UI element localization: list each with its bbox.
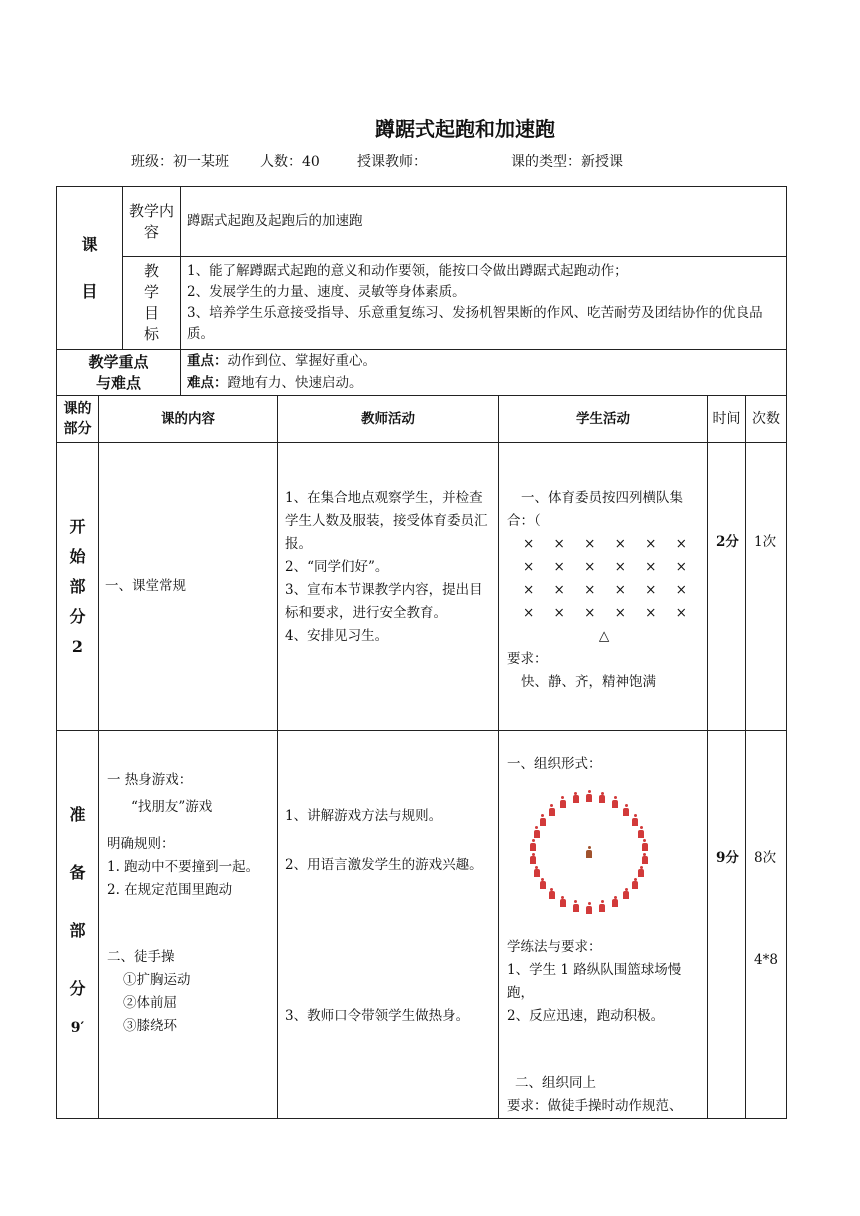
circle-formation xyxy=(527,790,651,914)
formation-mark: × xyxy=(523,536,535,552)
student-figure-icon xyxy=(612,796,618,808)
formation-mark: × xyxy=(523,559,535,575)
student-figure-icon xyxy=(586,790,592,802)
section1-part: 开 始 部 分 2 xyxy=(57,443,99,731)
formation-row xyxy=(507,602,701,625)
formation-mark: × xyxy=(614,536,626,552)
goal-item: 2、发展学生的力量、速度、灵敏等身体素质。 xyxy=(187,284,466,300)
formation-row xyxy=(507,533,701,556)
requirement-text: 快、静、齐，精神饱满 xyxy=(521,674,657,690)
header-content: 课的内容 xyxy=(99,396,278,443)
formation-mark: × xyxy=(614,605,626,621)
formation-mark: × xyxy=(614,582,626,598)
section2-teacher: 1、讲解游戏方法与规则。 2、用语言激发学生的游戏兴趣。 3、教师口令带领学生做热身。 xyxy=(278,731,499,1119)
student-figure-icon xyxy=(632,814,638,826)
formation-mark: × xyxy=(523,605,535,621)
formation-mark: × xyxy=(584,559,596,575)
formation-mark: × xyxy=(523,582,535,598)
formation-mark: × xyxy=(645,605,657,621)
student-figure-icon xyxy=(586,902,592,914)
student-figure-icon xyxy=(599,900,605,912)
lesson-plan-table xyxy=(56,186,787,1119)
student-figure-icon xyxy=(642,839,648,851)
student-figure-icon xyxy=(549,804,555,816)
formation-mark: × xyxy=(584,605,596,621)
student-figure-icon xyxy=(530,853,536,865)
section1-teacher: 1、在集合地点观察学生，并检查学生人数及服装，接受体育委员汇报。 2、“同学们好”。 3、宣布本节课教学内容，提出目标和要求，进行安全教育。 4、安排见习生。 xyxy=(278,443,499,731)
student-figure-icon xyxy=(638,866,644,878)
course-label: 课 目 xyxy=(57,187,123,350)
formation-mark: × xyxy=(584,582,596,598)
goal-item: 1、能了解蹲踞式起跑的意义和动作要领，能按口令做出蹲踞式起跑动作； xyxy=(187,263,628,279)
student-figure-icon xyxy=(534,826,540,838)
formation-mark: × xyxy=(553,559,565,575)
goal-item: 3、培养学生乐意接受指导、乐意重复练习、发扬机智果断的作风、吃苦耐劳及团结协作的优良品质。 xyxy=(187,305,763,342)
info-count: 人数：40 xyxy=(260,154,320,170)
student-figure-icon xyxy=(623,888,629,900)
info-teacher: 授课教师： xyxy=(357,154,427,170)
student-figure-icon xyxy=(573,792,579,804)
student-figure-icon xyxy=(560,896,566,908)
center-figure-icon xyxy=(586,846,592,858)
student-figure-icon xyxy=(549,888,555,900)
formation-mark: × xyxy=(553,605,565,621)
section2-content: 一 热身游戏： “找朋友”游戏 明确规则： 1. 跑动中不要撞到一起。 2. 在规定范围里跑动 二、徒手操 ①扩胸运动 ②体前屈 ③膝绕环 xyxy=(99,731,278,1119)
content-text: 蹲踞式起跑及起跑后的加速跑 xyxy=(181,187,787,257)
requirement-label: 要求： xyxy=(507,651,548,667)
formation-mark: × xyxy=(675,536,687,552)
formation-mark: × xyxy=(645,582,657,598)
header-part: 课的部分 xyxy=(57,396,99,443)
teacher-mark: △ xyxy=(598,628,610,644)
student-figure-icon xyxy=(530,839,536,851)
formation-mark: × xyxy=(675,559,687,575)
info-class: 班级：初一某班 xyxy=(131,154,229,170)
header-time: 时间 xyxy=(708,396,746,443)
formation-grid xyxy=(507,533,701,625)
formation-mark: × xyxy=(584,536,596,552)
formation-mark: × xyxy=(675,582,687,598)
section2-student: 一、组织形式： 学练法与要求： 1、学生 1 路纵队围篮球场慢跑， 2、反应迅速，跑动积极。 二、组织同上 要求：做徒手操时动作规范、 xyxy=(499,731,708,1119)
formation-mark: × xyxy=(553,536,565,552)
student-figure-icon xyxy=(573,900,579,912)
formation-row xyxy=(507,579,701,602)
section1-count: 1次 xyxy=(746,443,787,731)
formation-mark: × xyxy=(645,559,657,575)
student-figure-icon xyxy=(638,826,644,838)
formation-row xyxy=(507,556,701,579)
student-figure-icon xyxy=(540,878,546,890)
info-type: 课的类型：新授课 xyxy=(511,154,623,170)
student-figure-icon xyxy=(632,878,638,890)
student-figure-icon xyxy=(540,814,546,826)
student-figure-icon xyxy=(623,804,629,816)
section2-time: 9分 xyxy=(708,731,746,1119)
student-figure-icon xyxy=(534,866,540,878)
section1-content: 一、课堂常规 xyxy=(99,443,278,731)
keypoints-text: 重点：动作到位、掌握好重心。 难点：蹬地有力、快速启动。 xyxy=(181,350,787,396)
goal-label: 教 学 目 标 xyxy=(123,257,181,350)
formation-mark: × xyxy=(645,536,657,552)
header-count: 次数 xyxy=(746,396,787,443)
formation-mark: × xyxy=(675,605,687,621)
header-teacher: 教师活动 xyxy=(278,396,499,443)
section2-count: 8次 4*8 xyxy=(746,731,787,1119)
student-figure-icon xyxy=(642,853,648,865)
section2-part: 准 备 部 分 9′ xyxy=(57,731,99,1119)
section1-time: 2分 xyxy=(708,443,746,731)
formation-mark: × xyxy=(614,559,626,575)
section1-student: 一、体育委员按四列横队集合：（ × × × × × × × × × × × × × × × × × × × × × × × × △ 要求： 快、静、齐，精神饱满 xyxy=(499,443,708,731)
content-label: 教学内容 xyxy=(123,187,181,257)
header-student: 学生活动 xyxy=(499,396,708,443)
student-figure-icon xyxy=(612,896,618,908)
formation-mark: × xyxy=(553,582,565,598)
student-figure-icon xyxy=(560,796,566,808)
keypoints-label: 教学重点 与难点 xyxy=(57,350,181,396)
student-figure-icon xyxy=(599,792,605,804)
page-title: 蹲踞式起跑和加速跑 xyxy=(375,117,555,141)
goals-list xyxy=(181,257,787,350)
